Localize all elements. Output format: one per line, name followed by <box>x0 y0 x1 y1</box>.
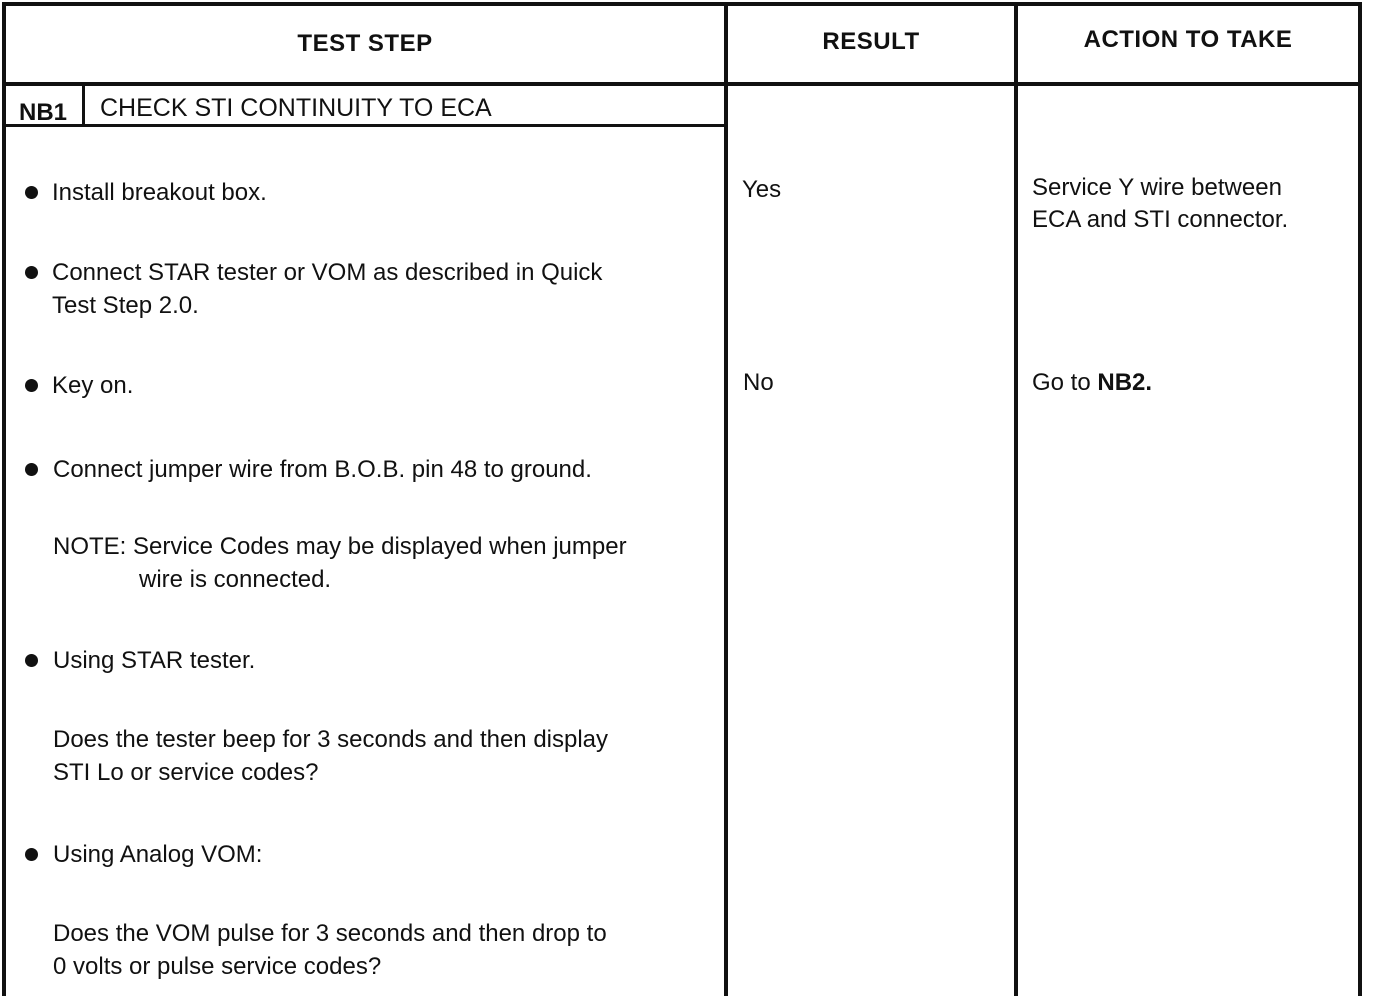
bullet-icon <box>25 186 38 199</box>
bullet-icon <box>25 379 38 392</box>
result-no: No <box>743 369 774 396</box>
instruction-install-breakout-box: Install breakout box. <box>52 179 267 206</box>
action-no-target: NB2. <box>1097 369 1153 396</box>
action-no <box>1032 366 1152 399</box>
column-divider-2 <box>1014 2 1018 996</box>
instruction-connect-star-line1: Connect STAR tester or VOM as described in Quick <box>52 259 603 286</box>
question-star-line2: STI Lo or service codes? <box>53 759 319 786</box>
table-border-right <box>1358 2 1362 996</box>
step-id-divider <box>82 86 85 126</box>
instruction-using-star-tester: Using STAR tester. <box>53 647 256 674</box>
bullet-icon <box>25 266 38 279</box>
action-no-prefix: Go to <box>1032 369 1091 396</box>
bullet-icon <box>25 463 38 476</box>
note-line2: wire is connected. <box>139 566 332 593</box>
column-divider-1 <box>724 2 728 996</box>
result-yes: Yes <box>742 176 782 203</box>
instruction-using-analog-vom: Using Analog VOM: <box>53 841 263 868</box>
bullet-icon <box>25 654 38 667</box>
step-title: CHECK STI CONTINUITY TO ECA <box>100 94 492 122</box>
action-yes-line2: ECA and STI connector. <box>1032 206 1289 233</box>
question-vom-line2: 0 volts or pulse service codes? <box>53 953 382 980</box>
table-border-left <box>2 2 6 996</box>
header-test-step: TEST STEP <box>297 30 433 57</box>
step-box-bottom-rule <box>2 124 726 127</box>
bullet-icon <box>25 848 38 861</box>
header-action-to-take: ACTION TO TAKE <box>1083 26 1293 53</box>
step-id: NB1 <box>18 99 67 126</box>
table-border-top <box>2 2 1362 6</box>
note-line1: NOTE: Service Codes may be displayed when jumper <box>53 533 627 560</box>
header-result: RESULT <box>822 28 920 55</box>
question-star-line1: Does the tester beep for 3 seconds and then display <box>53 726 609 753</box>
action-yes-line1: Service Y wire between <box>1032 174 1282 201</box>
instruction-key-on: Key on. <box>52 372 134 399</box>
question-vom-line1: Does the VOM pulse for 3 seconds and then drop to <box>53 920 607 947</box>
instruction-connect-jumper: Connect jumper wire from B.O.B. pin 48 to ground. <box>53 456 592 483</box>
header-bottom-rule <box>2 82 1362 86</box>
instruction-connect-star-line2: Test Step 2.0. <box>52 292 199 319</box>
